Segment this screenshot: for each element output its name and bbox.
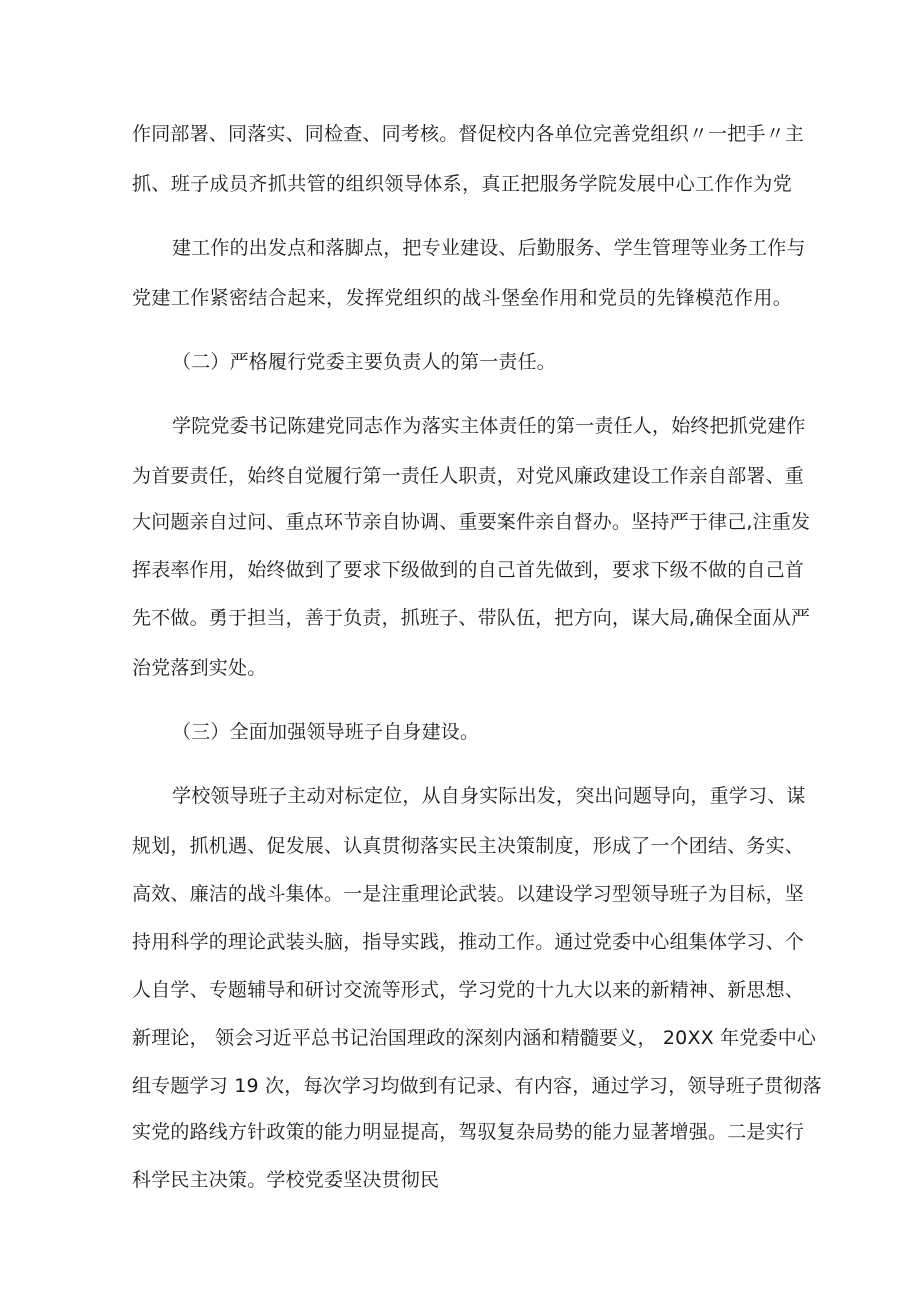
text-line: 建工作的出发点和落脚点，把专业建设、后勤服务、学生管理等业务工作与: [172, 237, 806, 259]
text-line: 科学民主决策。学校党委坚决贯彻民: [132, 1169, 440, 1191]
heading-text: （二）严格履行党委主要负责人的第一责任。: [172, 351, 557, 373]
text-line: 作同部署、同落实、同检查、同考核。督促校内各单位完善党组织〃一把手〃主: [132, 123, 805, 145]
text-line: 先不做。勇于担当，善于负责，抓班子、带队伍，把方向，谋大局,确保全面从严: [132, 607, 811, 629]
text-line: 学校领导班子主动对标定位，从自身实际出发，突出问题导向，重学习、谋: [172, 785, 806, 807]
text-line: 人自学、专题辅导和研讨交流等形式，学习党的十九大以来的新精神、新思想、: [132, 979, 805, 1001]
text-line: 持用科学的理论武装头脑，指导实践，推动工作。通过党委中心组集体学习、个: [132, 931, 805, 953]
text-line: 新理论， 领会习近平总书记治国理政的深刻内涵和精髓要义， 20XX 年党委中心: [132, 1027, 817, 1049]
text-line: 学院党委书记陈建党同志作为落实主体责任的第一责任人，始终把抓党建作: [172, 415, 806, 437]
text-line: 党建工作紧密结合起来，发挥党组织的战斗堡垒作用和党员的先锋模范作用。: [132, 287, 792, 309]
text-line: 实党的路线方针政策的能力明显提高，驾驭复杂局势的能力显著增强。二是实行: [132, 1121, 805, 1143]
heading-text: （三）全面加强领导班子自身建设。: [172, 721, 480, 743]
text-line: 高效、廉洁的战斗集体。一是注重理论武装。以建设学习型领导班子为目标，坚: [132, 883, 805, 905]
text-line: 挥表率作用，始终做到了要求下级做到的自己首先做到，要求下级不做的自己首: [132, 559, 805, 581]
text-line: 组专题学习 19 次，每次学习均做到有记录、有内容，通过学习，领导班子贯彻落: [132, 1075, 822, 1097]
text-line: 大问题亲自过问、重点环节亲自协调、重要案件亲自督办。坚持严于律己,注重发: [132, 511, 811, 533]
text-line: 为首要责任，始终自觉履行第一责任人职责，对党风廉政建设工作亲自部署、重: [132, 465, 805, 487]
text-line: 规划，抓机遇、促发展、认真贯彻落实民主决策制度，形成了一个团结、务实、: [132, 835, 805, 857]
text-line: 治党落到实处。: [132, 657, 267, 679]
text-line: 抓、班子成员齐抓共管的组织领导体系，真正把服务学院发展中心工作作为党: [132, 173, 792, 195]
